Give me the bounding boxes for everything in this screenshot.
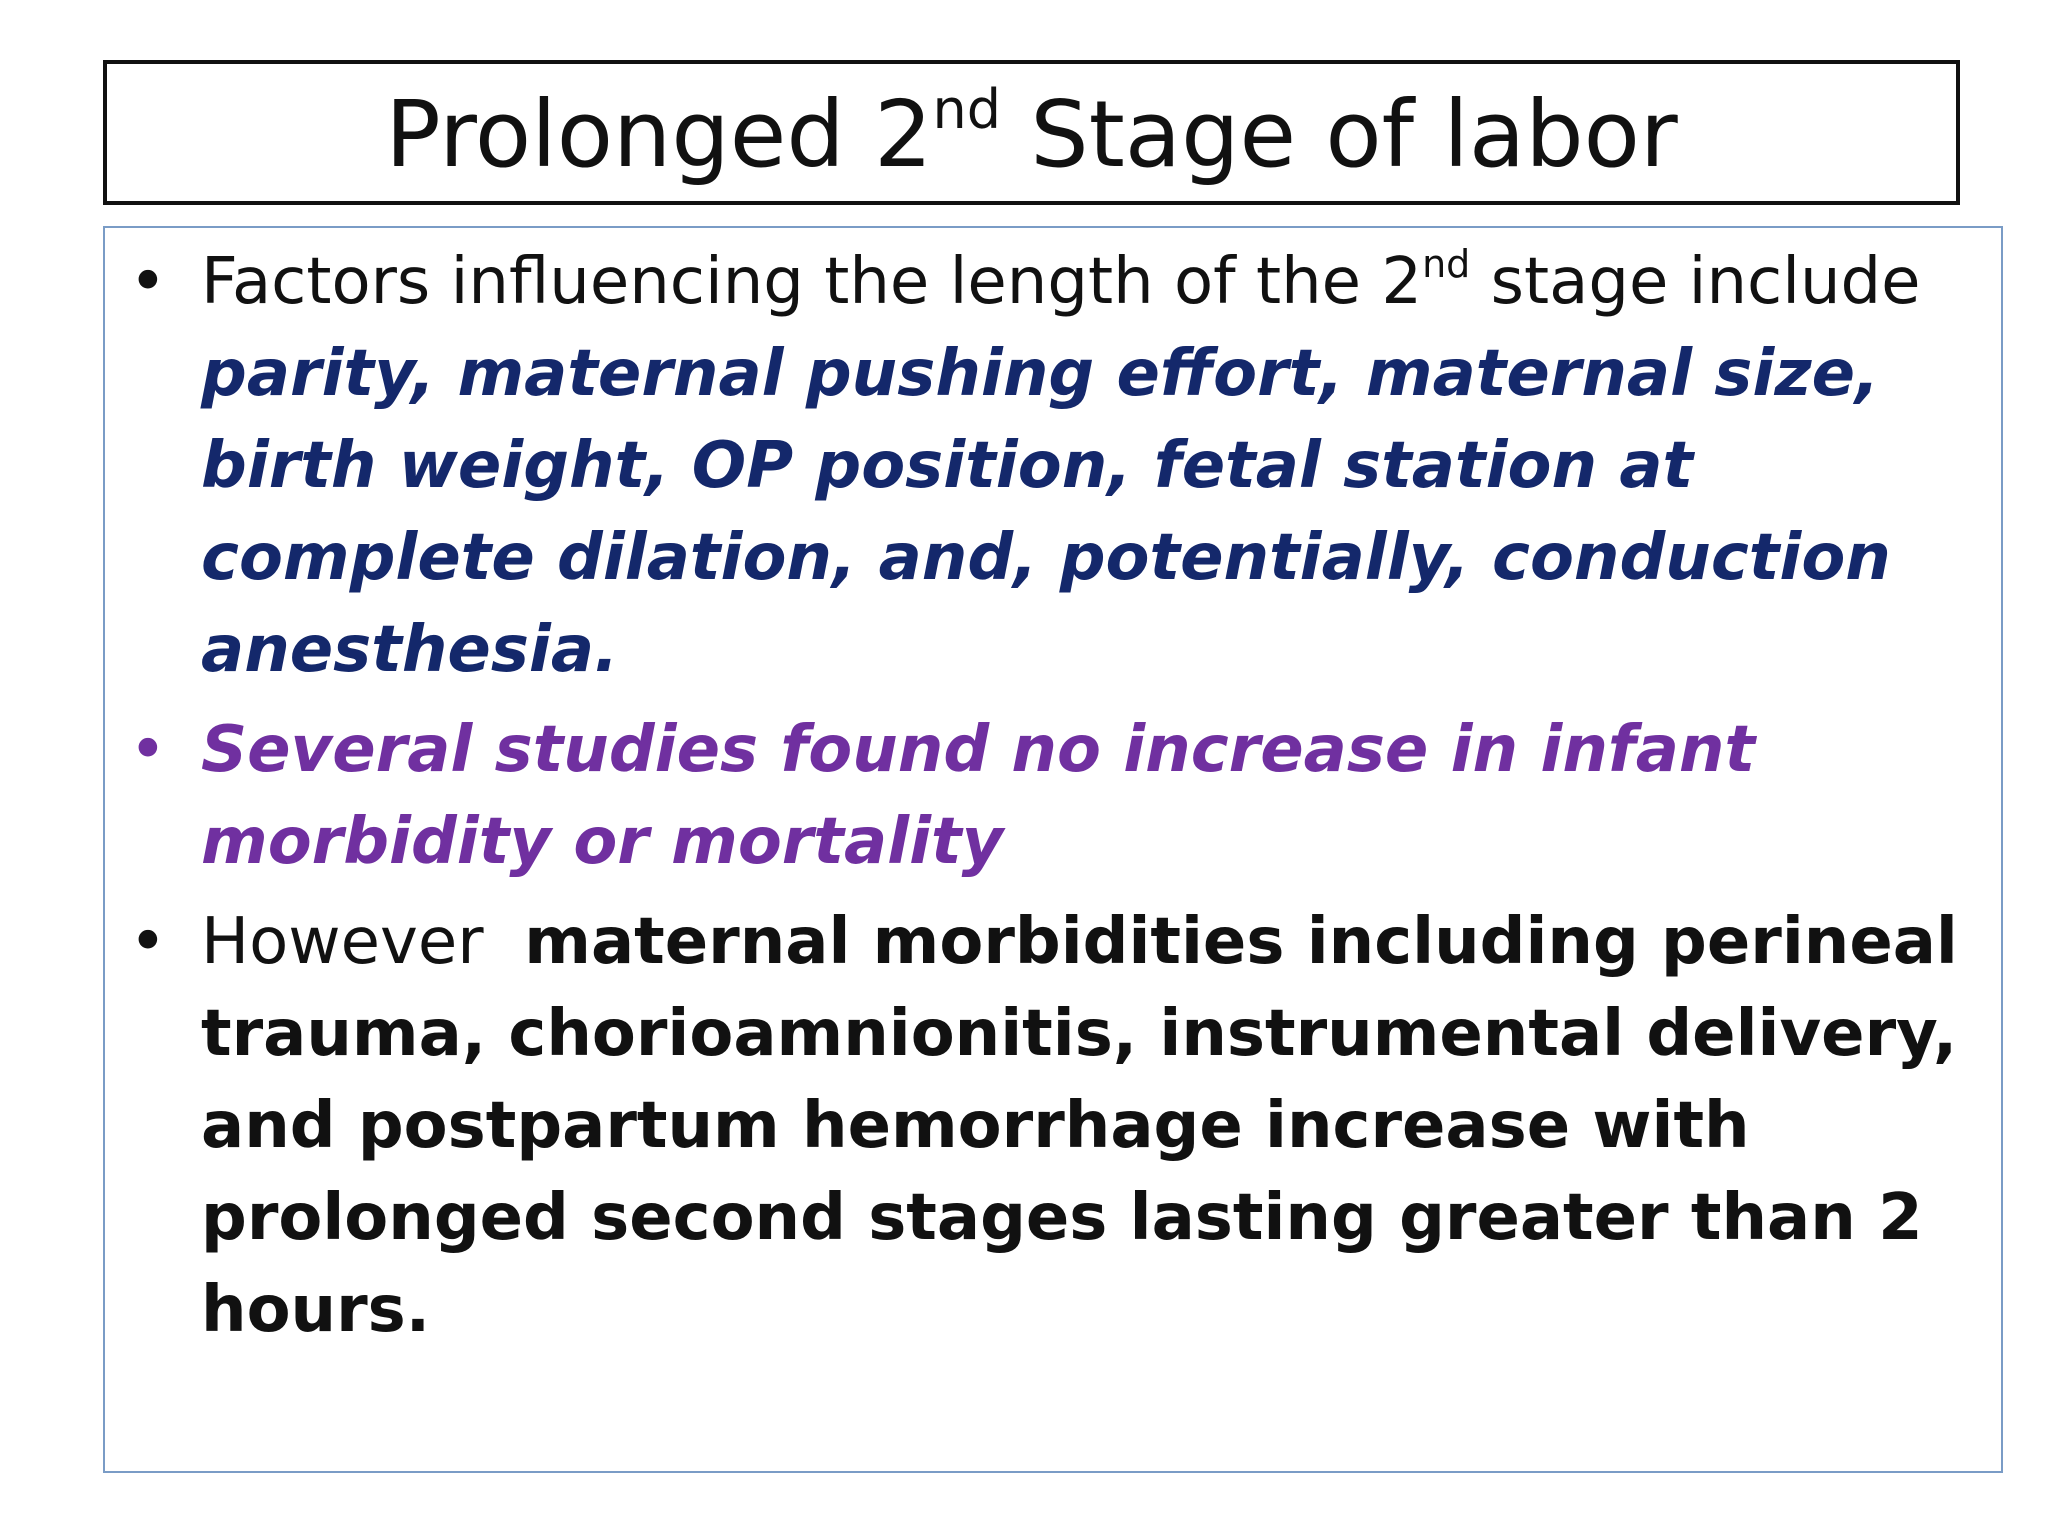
title-rest: Stage of labor [1001,80,1678,188]
bullet-factors-superscript: nd [1422,242,1471,286]
bullet-factors-text-b: stage include [1470,245,1921,319]
bullet-factors-text-a: Factors influencing the length of the 2 [201,245,1423,319]
bullet-studies [129,704,1991,888]
bullet-factors [129,236,1991,696]
content-box [103,226,2003,1473]
bullet-list [129,236,1991,1364]
title-main: Prolonged 2 [385,80,933,188]
bullet-studies-text: Several studies found no increase in infant morbidity or mortality [201,713,1756,879]
bullet-glyph: • [129,905,167,979]
bullet-maternal [129,896,1991,1356]
bullet-maternal-lead: However [201,905,525,979]
title-box [103,60,1960,205]
title-superscript: nd [932,77,1002,141]
bullet-maternal-emphasis: maternal morbidities including perineal trauma, chorioamnionitis, instrumental delivery, and postpartum hemorrhage increase with prolonged second stages lasting greater than 2 hours. [201,905,1958,1347]
bullet-glyph: • [129,713,167,787]
bullet-glyph: • [129,245,167,319]
slide-title [385,77,1678,188]
bullet-factors-emphasis: parity, maternal pushing effort, maternal size, birth weight, OP position, fetal station at complete dilation, and, potentially, conduction anesthesia. [201,337,1891,687]
